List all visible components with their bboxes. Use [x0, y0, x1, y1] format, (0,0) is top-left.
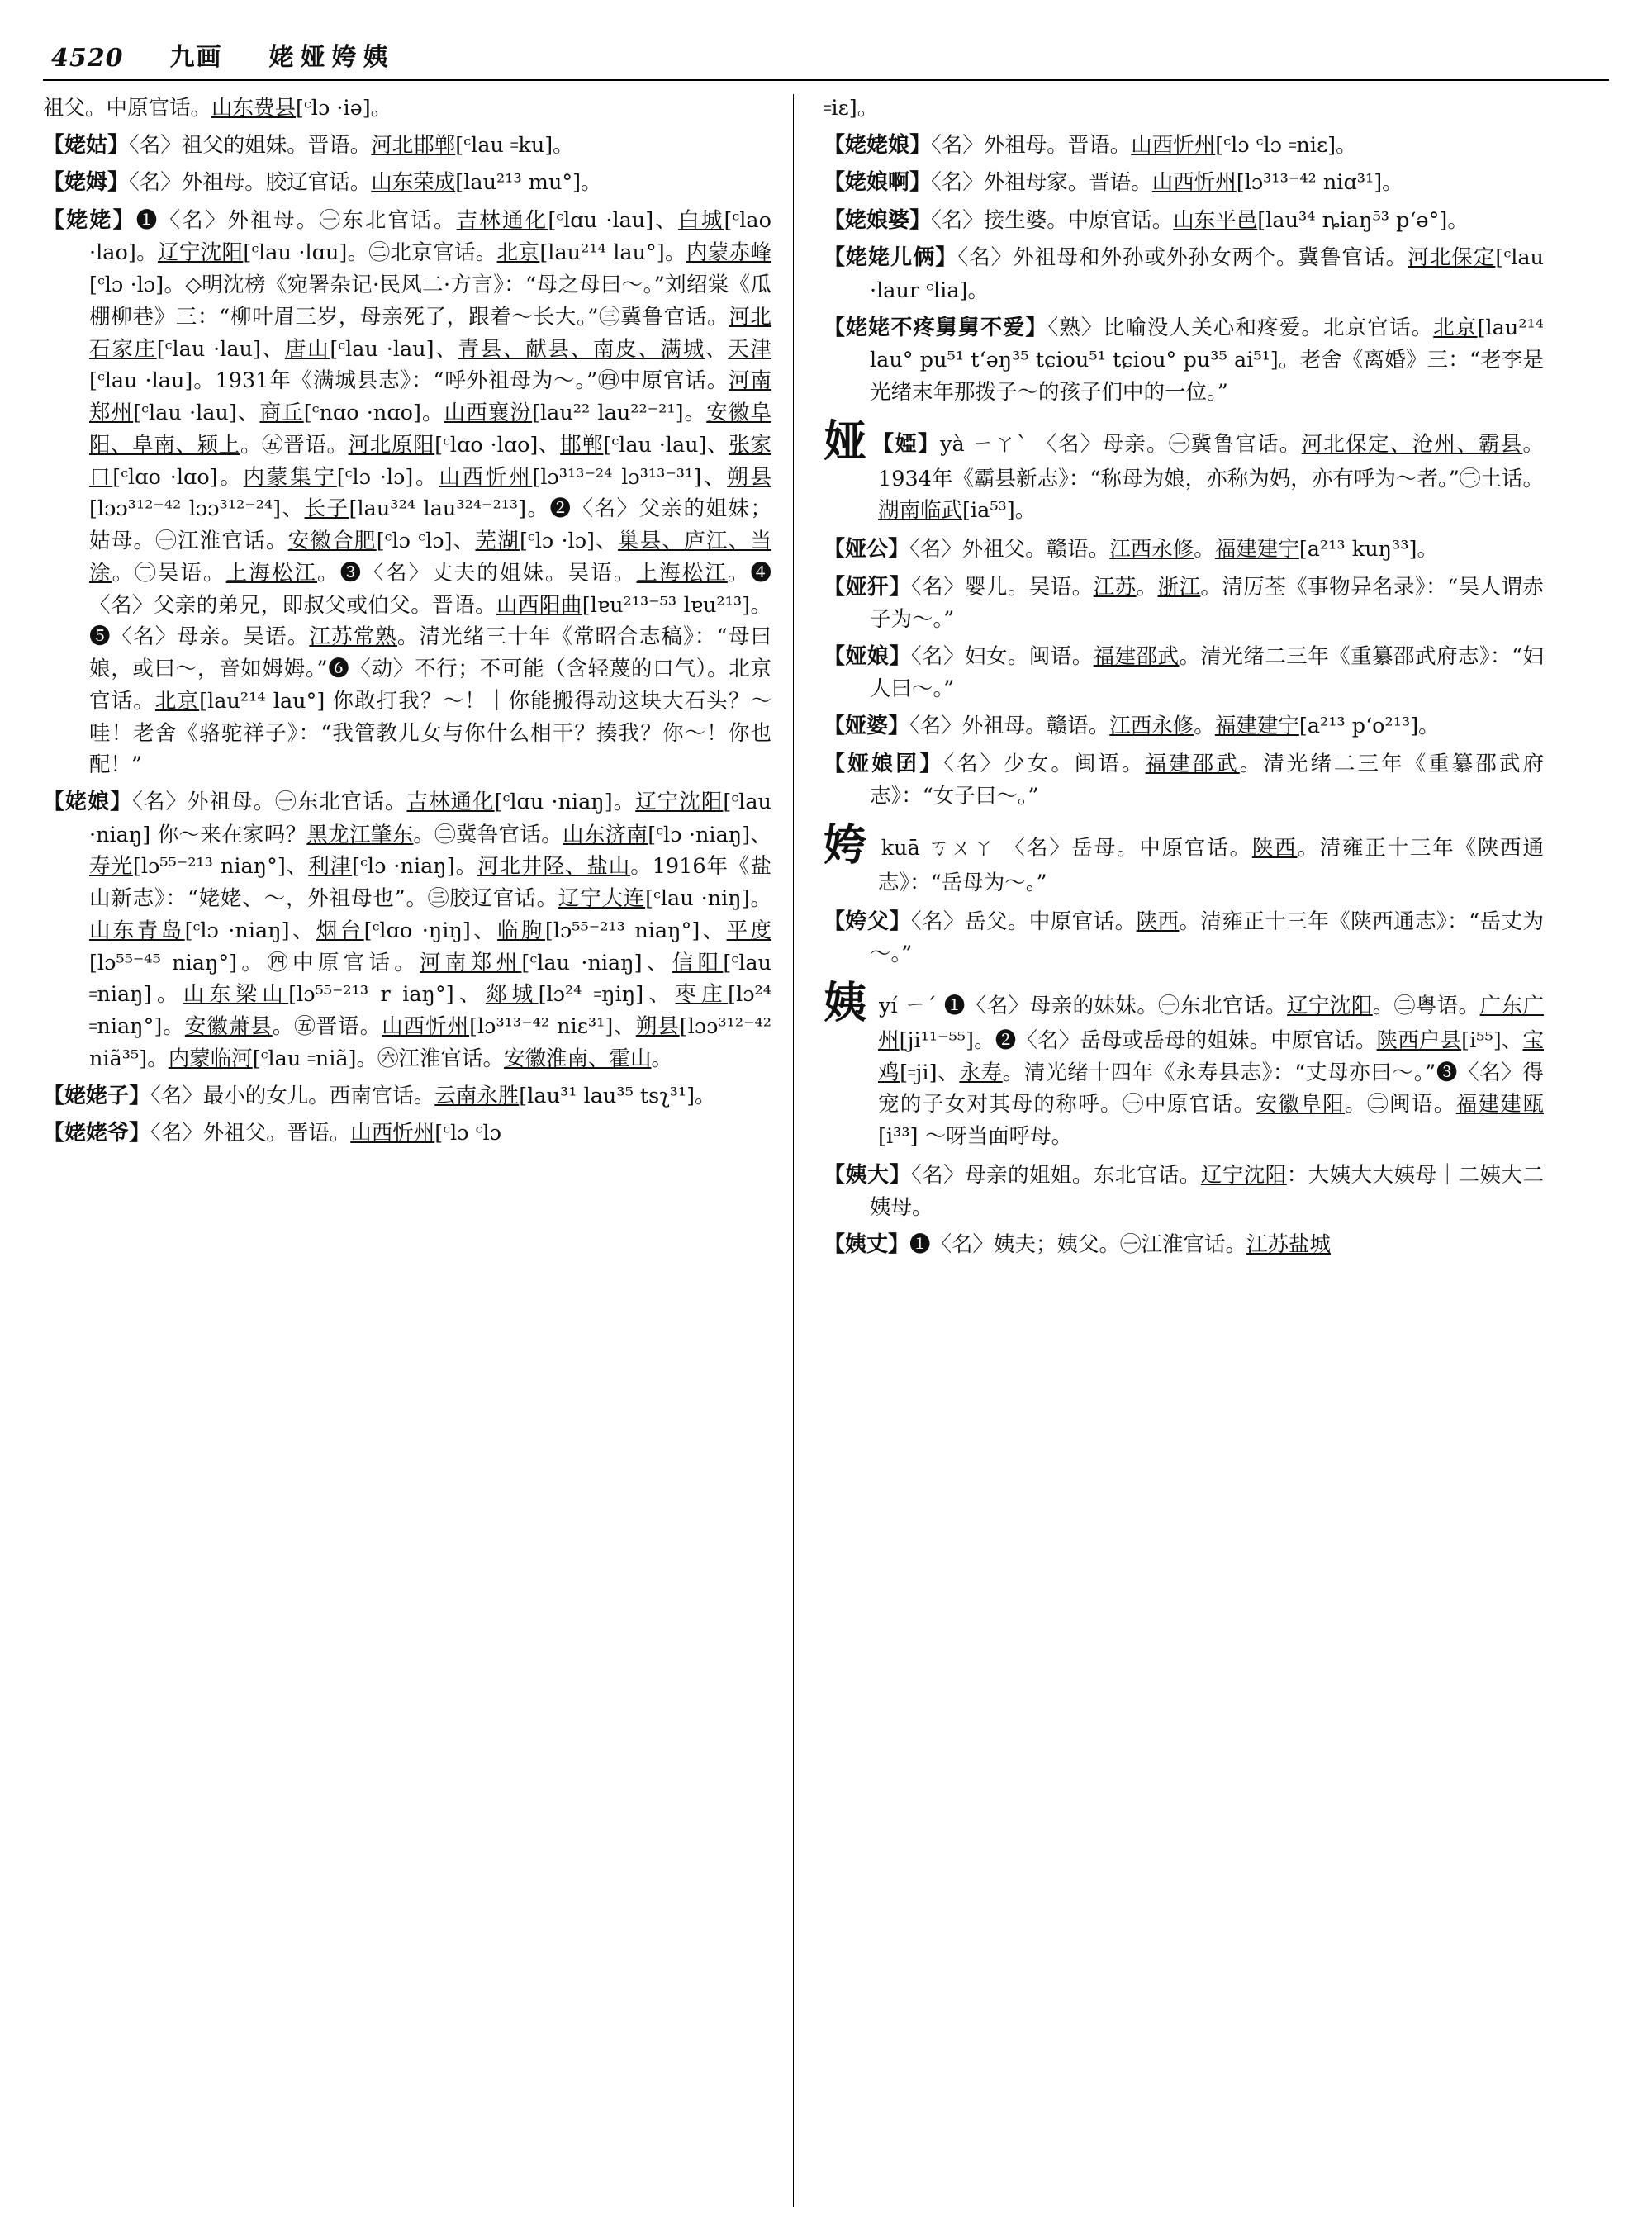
entry-yaniangtuan: 【娅娘囝】〈名〉少女。闽语。福建邵武。清光绪二三年《重纂邵武府志》：“女子曰～。”: [824, 751, 1544, 809]
entry-laolaozi: 【姥姥子】〈名〉最小的女儿。西南官话。云南永胜[lau³¹ lau³⁵ tsʅ³¹]。: [43, 1083, 716, 1108]
big-headword: 姨: [824, 978, 867, 1028]
entry-yaniang: 【娅娘】〈名〉妇女。闽语。福建邵武。清光绪二三年《重纂邵武府志》：“妇人曰～。”: [824, 643, 1544, 702]
left-column: [43, 93, 793, 2207]
right-column: [794, 93, 1544, 2207]
radical-label: 九画: [169, 43, 223, 72]
entry-ya-head: 娅 【婭】yà ㄧㄚˋ 〈名〉母亲。㊀冀鲁官话。河北保定、沧州、霸县。1934年《霸县新志》：“称母为娘，亦称为妈，亦有呼为～者。”㊁土话。湖南临武[ia⁵³]。: [824, 416, 1544, 524]
entry-kua-head: 姱 kuā ㄎㄨㄚ 〈名〉岳母。中原官话。陕西。清雍正十三年《陕西通志》：“岳母为～。”: [824, 820, 1544, 895]
entry-continuation-top: 祖父。中原官话。山东费县[ᶜlɔ ·iə]。: [43, 96, 392, 121]
big-headword: 娅: [824, 416, 868, 467]
entry-laolaoye: 【姥姥爷】〈名〉外祖父。晋语。山西忻州[ᶜlɔ ᶜlɔ: [43, 1121, 501, 1146]
entry-yi-head: 姨 yí ㄧˊ ❶〈名〉母亲的妹妹。㊀东北官话。辽宁沈阳。㊁粤语。广东广州[ji¹¹⁻⁵⁵]。❷〈名〉岳母或岳母的姐妹。中原官话。陕西户县[i⁵⁵]、宝鸡[꞊ji]、永寿。清光绪十四年《永寿县志》：“丈母亦曰～。”❸〈名〉得宠的子女对其母的称呼。㊀中原官话。安徽阜阳。㊁闽语。福建建瓯[i³³] ～呀当面呼母。: [824, 978, 1544, 1150]
entry-yazai: 【娅犴】〈名〉婴儿。吴语。江苏。浙江。清厉荃《事物异名录》：“吴人谓赤子为～。”: [824, 574, 1544, 633]
two-column-body: [43, 93, 1609, 2207]
entry-laolao: 【姥姥】❶〈名〉外祖母。㊀东北官话。吉林通化[ᶜlɑu ·lau]、白城[ᶜlao ·lao]。辽宁沈阳[ᶜlau ·lɑu]。㊁北京官话。北京[lau²¹⁴ lau°]。内蒙赤峰[ᶜlɔ ·lɔ]。◇明沈榜《宛署杂记·民风二·方言》：“母之母曰～。”刘绍棠《瓜棚柳巷》三：“柳叶眉三岁，母亲死了，跟着～长大。”㊂冀鲁官话。河北石家庄[ᶜlau ·lau]、唐山[ᶜlau ·lau]、青县、献县、南皮、满城、天津[ᶜlau ·lau]。1931年《满城县志》：“呼外祖母为～。”㊃中原官话。河南郑州[ᶜlau ·lau]、商丘[ᶜnɑo ·nɑo]。山西襄汾[lau²² lau²²⁻²¹]。安徽阜阳、阜南、颍上。㊄晋语。河北原阳[ᶜlɑo ·lɑo]、邯郸[ᶜlau ·lau]、张家口[ᶜlɑo ·lɑo]。内蒙集宁[ᶜlɔ ·lɔ]。山西忻州[lɔ³¹³⁻²⁴ lɔ³¹³⁻³¹]、朔县[lɔɔ³¹²⁻⁴² lɔɔ³¹²⁻²⁴]、长子[lau³²⁴ lau³²⁴⁻²¹³]。❷〈名〉父亲的姐妹；姑母。㊀江淮官话。安徽合肥[ᶜlɔ ᶜlɔ]、芜湖[ᶜlɔ ·lɔ]、巢县、庐江、当涂。㊁吴语。上海松江。❸〈名〉丈夫的姐妹。吴语。上海松江。❹〈名〉父亲的弟兄，即叔父或伯父。晋语。山西阳曲[lɐu²¹³⁻⁵³ lɐu²¹³]。❺〈名〉母亲。吴语。江苏常熟。清光绪三十年《常昭合志稿》：“母曰娘，或曰～，音如姆姆。”❻〈动〉不行；不可能（含轻蔑的口气）。北京官话。北京[lau²¹⁴ lau°] 你敢打我？～！｜你能搬得动这块大石头？～哇！老舍《骆驼祥子》：“我管教儿女与你什么相干？揍我？你～！你也配！”: [43, 207, 771, 778]
entry-yapo: 【娅婆】〈名〉外祖母。赣语。江西永修。福建建宁[a²¹³ pʻo²¹³]。: [824, 714, 1440, 739]
entry-yizhang: 【姨丈】❶〈名〉姨夫；姨父。㊀江淮官话。江苏盐城: [824, 1232, 1332, 1258]
entry-laoniangpo: 【姥娘婆】〈名〉接生婆。中原官话。山东平邑[lau³⁴ ȵiaŋ⁵³ pʻə°]。: [824, 207, 1469, 233]
entry-yagong: 【娅公】〈名〉外祖父。赣语。江西永修。福建建宁[a²¹³ kuŋ³³]。: [824, 537, 1438, 562]
entry-continuation-top-right: ꞊iɛ]。: [824, 96, 879, 121]
entry-laoniang: 【姥娘】〈名〉外祖母。㊀东北官话。吉林通化[ᶜlɑu ·niaŋ]。辽宁沈阳[ᶜlau ·niaŋ] 你～来在家吗？黑龙江肇东。㊁冀鲁官话。山东济南[ᶜlɔ ·niaŋ]、寿光[lɔ⁵⁵⁻²¹³ niaŋ°]、利津[ᶜlɔ ·niaŋ]。河北井陉、盐山。1916年《盐山新志》：“姥姥、～，外祖母也”。㊂胶辽官话。辽宁大连[ᶜlau ·niŋ]。山东青岛[ᶜlɔ ·niaŋ]、烟台[ᶜlɑo ·ŋiŋ]、临朐[lɔ⁵⁵⁻²¹³ niaŋ°]、平度[lɔ⁵⁵⁻⁴⁵ niaŋ°]。㊃中原官话。河南郑州[ᶜlau ·niaŋ]、信阳[ᶜlau ꞊niaŋ]。山东梁山[lɔ⁵⁵⁻²¹³ r iaŋ°]、郯城[lɔ²⁴ ꞊ŋiŋ]、枣庄[lɔ²⁴ ꞊niaŋ°]。安徽萧县。㊄晋语。山西忻州[lɔ³¹³⁻⁴² niɛ³¹]、朔县[lɔɔ³¹²⁻⁴² niã³⁵]。内蒙临河[ᶜlau ꞊niã]。㊅江淮官话。安徽淮南、霍山。: [43, 790, 771, 1071]
entry-laolaoniang: 【姥姥娘】〈名〉外祖母。晋语。山西忻州[ᶜlɔ ᶜlɔ ꞊niɛ]。: [824, 132, 1357, 158]
entry-laolaorlia: 【姥姥儿俩】〈名〉外祖母和外孙或外孙女两个。冀鲁官话。河北保定[ᶜlau ·laur ᶜlia]。: [824, 245, 1544, 303]
header-rule: [43, 79, 1609, 81]
entry-kuafu: 【姱父】〈名〉岳父。中原官话。陕西。清雍正十三年《陕西通志》：“岳丈为～。”: [824, 909, 1544, 967]
page-header: [43, 28, 1609, 73]
page-number: 4520: [51, 44, 124, 73]
entry-laogu: 【姥姑】〈名〉祖父的姐妹。晋语。河北邯郸[ᶜlau ꞊ku]。: [43, 132, 574, 158]
entry-laoniang-a: 【姥娘啊】〈名〉外祖母家。晋语。山西忻州[lɔ³¹³⁻⁴² niɑ³¹]。: [824, 170, 1403, 196]
running-head-characters: 姥娅姱姨: [268, 43, 395, 72]
entry-laolaobuteng: 【姥姥不疼舅舅不爱】〈熟〉比喻没人关心和疼爱。北京官话。北京[lau²¹⁴ lau° pu⁵¹ tʻəŋ³⁵ tɕiou⁵¹ tɕiou° pu³⁵ ai⁵¹]。老舍《离婚》三：“老李是光绪末年那拨子～的孩子们中的一位。”: [824, 315, 1544, 405]
big-headword: 姱: [824, 820, 868, 871]
entry-yida: 【姨大】〈名〉母亲的姐姐。东北官话。辽宁沈阳：大姨大大姨母｜二姨大二姨母。: [824, 1162, 1544, 1221]
entry-laomu: 【姥姆】〈名〉外祖母。胶辽官话。山东荣成[lau²¹³ mu°]。: [43, 170, 602, 196]
